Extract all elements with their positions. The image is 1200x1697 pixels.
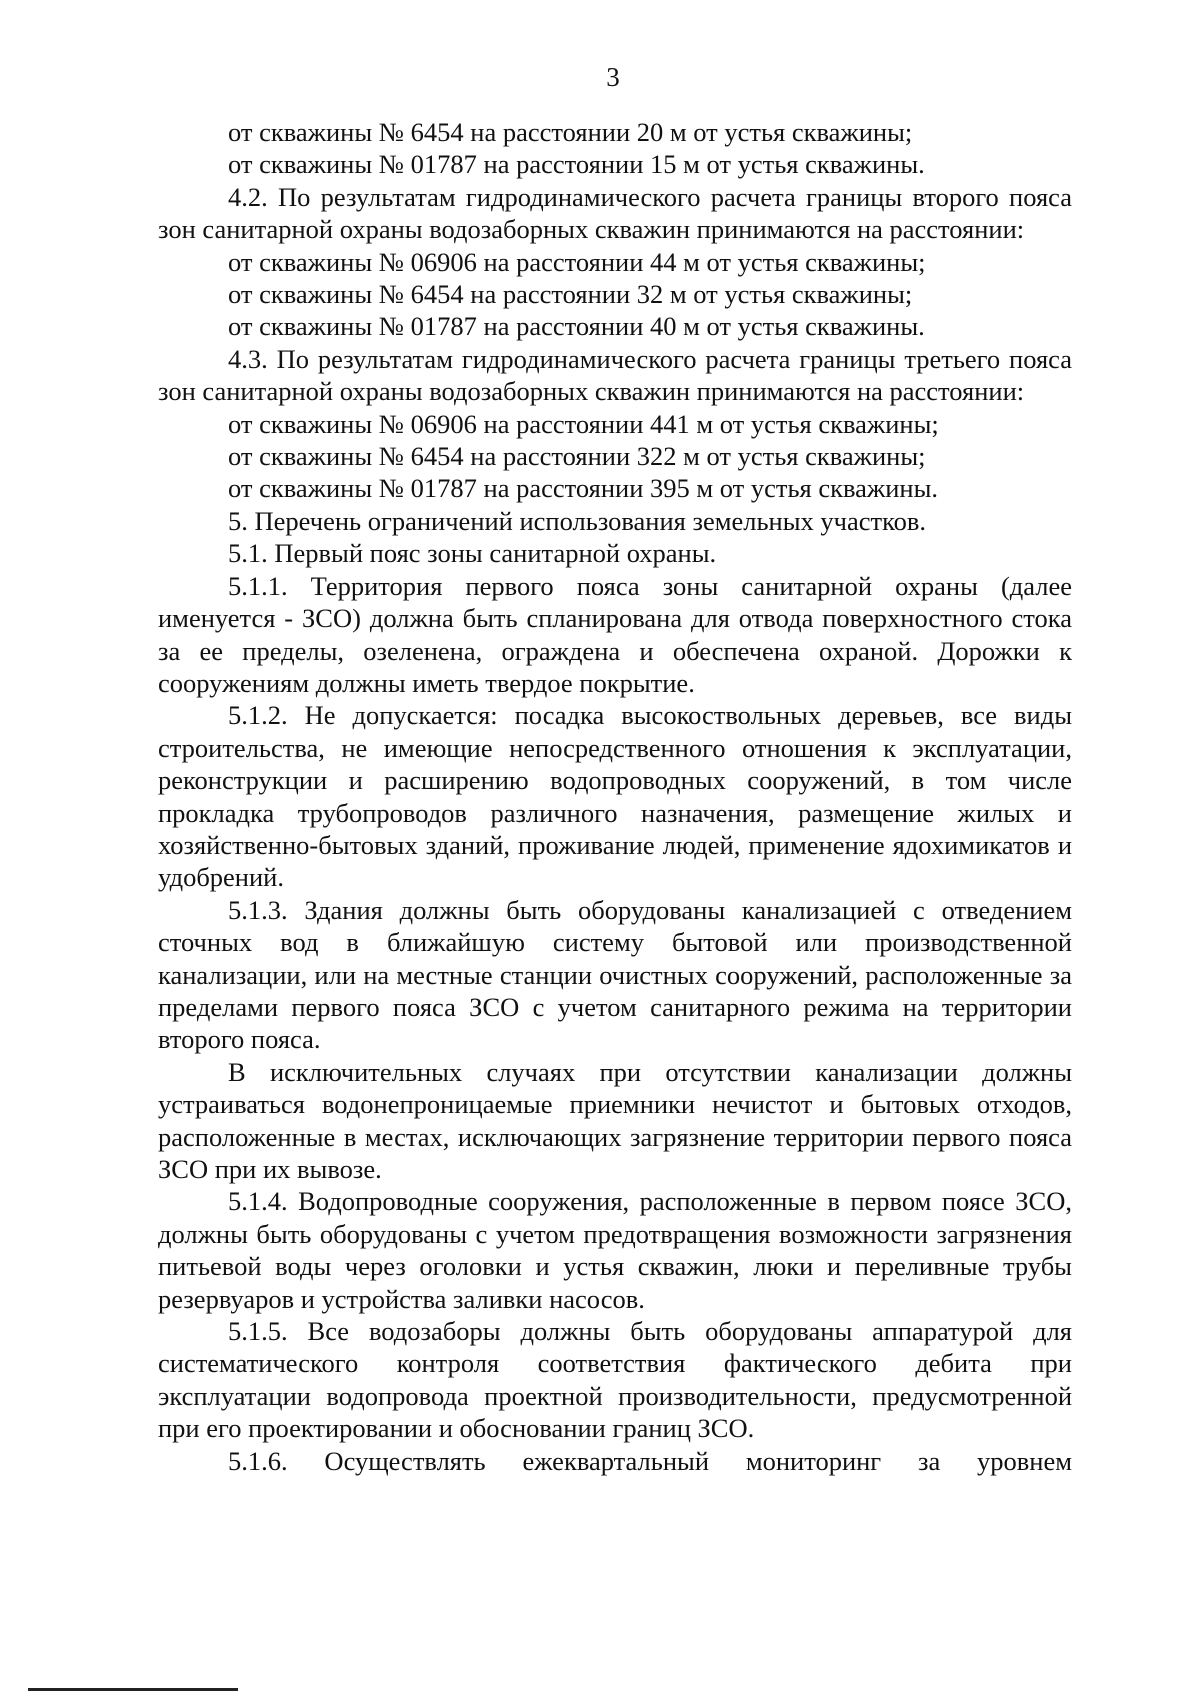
list-line-well-6454-first-belt: от скважины № 6454 на расстоянии 20 м от устья скважины; bbox=[228, 117, 913, 147]
document-body bbox=[158, 116, 1072, 1477]
paragraph-5-1-4: 5.1.4. Водопроводные сооружения, расположенные в первом поясе ЗСО, должны быть оборудованы с учетом предотвращения возможности загрязнения питьевой воды через оголовки и устья скважин, люки и переливные трубы резервуаров и устройства заливки насосов. bbox=[158, 1186, 1072, 1314]
paragraph-4-3: 4.3. По результатам гидродинамического расчета границы третьего пояса зон санитарной охраны водозаборных скважин принимаются на расстоянии: bbox=[158, 343, 1072, 407]
list-line-well-01787-first-belt: от скважины № 01787 на расстоянии 15 м от устья скважины. bbox=[228, 149, 925, 180]
page-number: 3 bbox=[606, 62, 620, 92]
footer-rule bbox=[28, 1688, 238, 1691]
section-heading-5-1: 5.1. Первый пояс зоны санитарной охраны. bbox=[228, 538, 717, 569]
paragraph-5-1-6: 5.1.6. Осуществлять ежеквартальный мониторинг за уровнем bbox=[228, 1445, 1072, 1476]
list-line-well-01787-third-belt: от скважины № 01787 на расстоянии 395 м от устья скважины. bbox=[228, 473, 939, 504]
paragraph-4-2: 4.2. По результатам гидродинамического расчета границы второго пояса зон санитарной охраны водозаборных скважин принимаются на расстоянии: bbox=[158, 181, 1072, 245]
section-heading-5: 5. Перечень ограничений использования земельных участков. bbox=[228, 505, 927, 536]
paragraph-5-1-5: 5.1.5. Все водозаборы должны быть оборудованы аппаратурой для систематического контроля соответствия фактического дебита при эксплуатации водопровода проектной производительности, предусмотренной при его проектировании и обосновании границ ЗСО. bbox=[158, 1316, 1072, 1444]
list-line-well-06906-third-belt: от скважины № 06906 на расстоянии 441 м от устья скважины; bbox=[228, 408, 939, 439]
list-line-well-6454-third-belt: от скважины № 6454 на расстоянии 322 м от устья скважины; bbox=[228, 441, 926, 472]
paragraph-5-1-2: 5.1.2. Не допускается: посадка высокоствольных деревьев, все виды строительства, не имеющие непосредственного отношения к эксплуатации, реконструкции и расширению водопроводных сооружений, в том числе прокладка трубопроводов различного назначения, размещение жилых и хозяйственно-бытовых зданий, проживание людей, применение ядохимикатов и удобрений. bbox=[158, 700, 1072, 893]
list-line-well-6454-second-belt: от скважины № 6454 на расстоянии 32 м от устья скважины; bbox=[228, 279, 913, 310]
list-line-well-01787-second-belt: от скважины № 01787 на расстоянии 40 м от устья скважины. bbox=[228, 311, 925, 342]
list-line-well-06906-second-belt: от скважины № 06906 на расстоянии 44 м от устья скважины; bbox=[228, 246, 926, 277]
paragraph-exceptional-cases: В исключительных случаях при отсутствии канализации должны устраиваться водонепроницаемые приемники нечистот и бытовых отходов, расположенные в местах, исключающих загрязнение территории первого пояса ЗСО при их вывозе. bbox=[158, 1056, 1072, 1184]
paragraph-5-1-1: 5.1.1. Территория первого пояса зоны санитарной охраны (далее именуется - ЗСО) должна быть спланирована для отвода поверхностного стока за ее пределы, озеленена, ограждена и обеспечена охраной. Дорожки к сооружениям должны иметь твердое покрытие. bbox=[158, 570, 1072, 698]
paragraph-5-1-3: 5.1.3. Здания должны быть оборудованы канализацией с отведением сточных вод в ближайшую систему бытовой или производственной канализации, или на местные станции очистных сооружений, расположенные за пределами первого пояса ЗСО с учетом санитарного режима на территории второго пояса. bbox=[158, 894, 1072, 1055]
